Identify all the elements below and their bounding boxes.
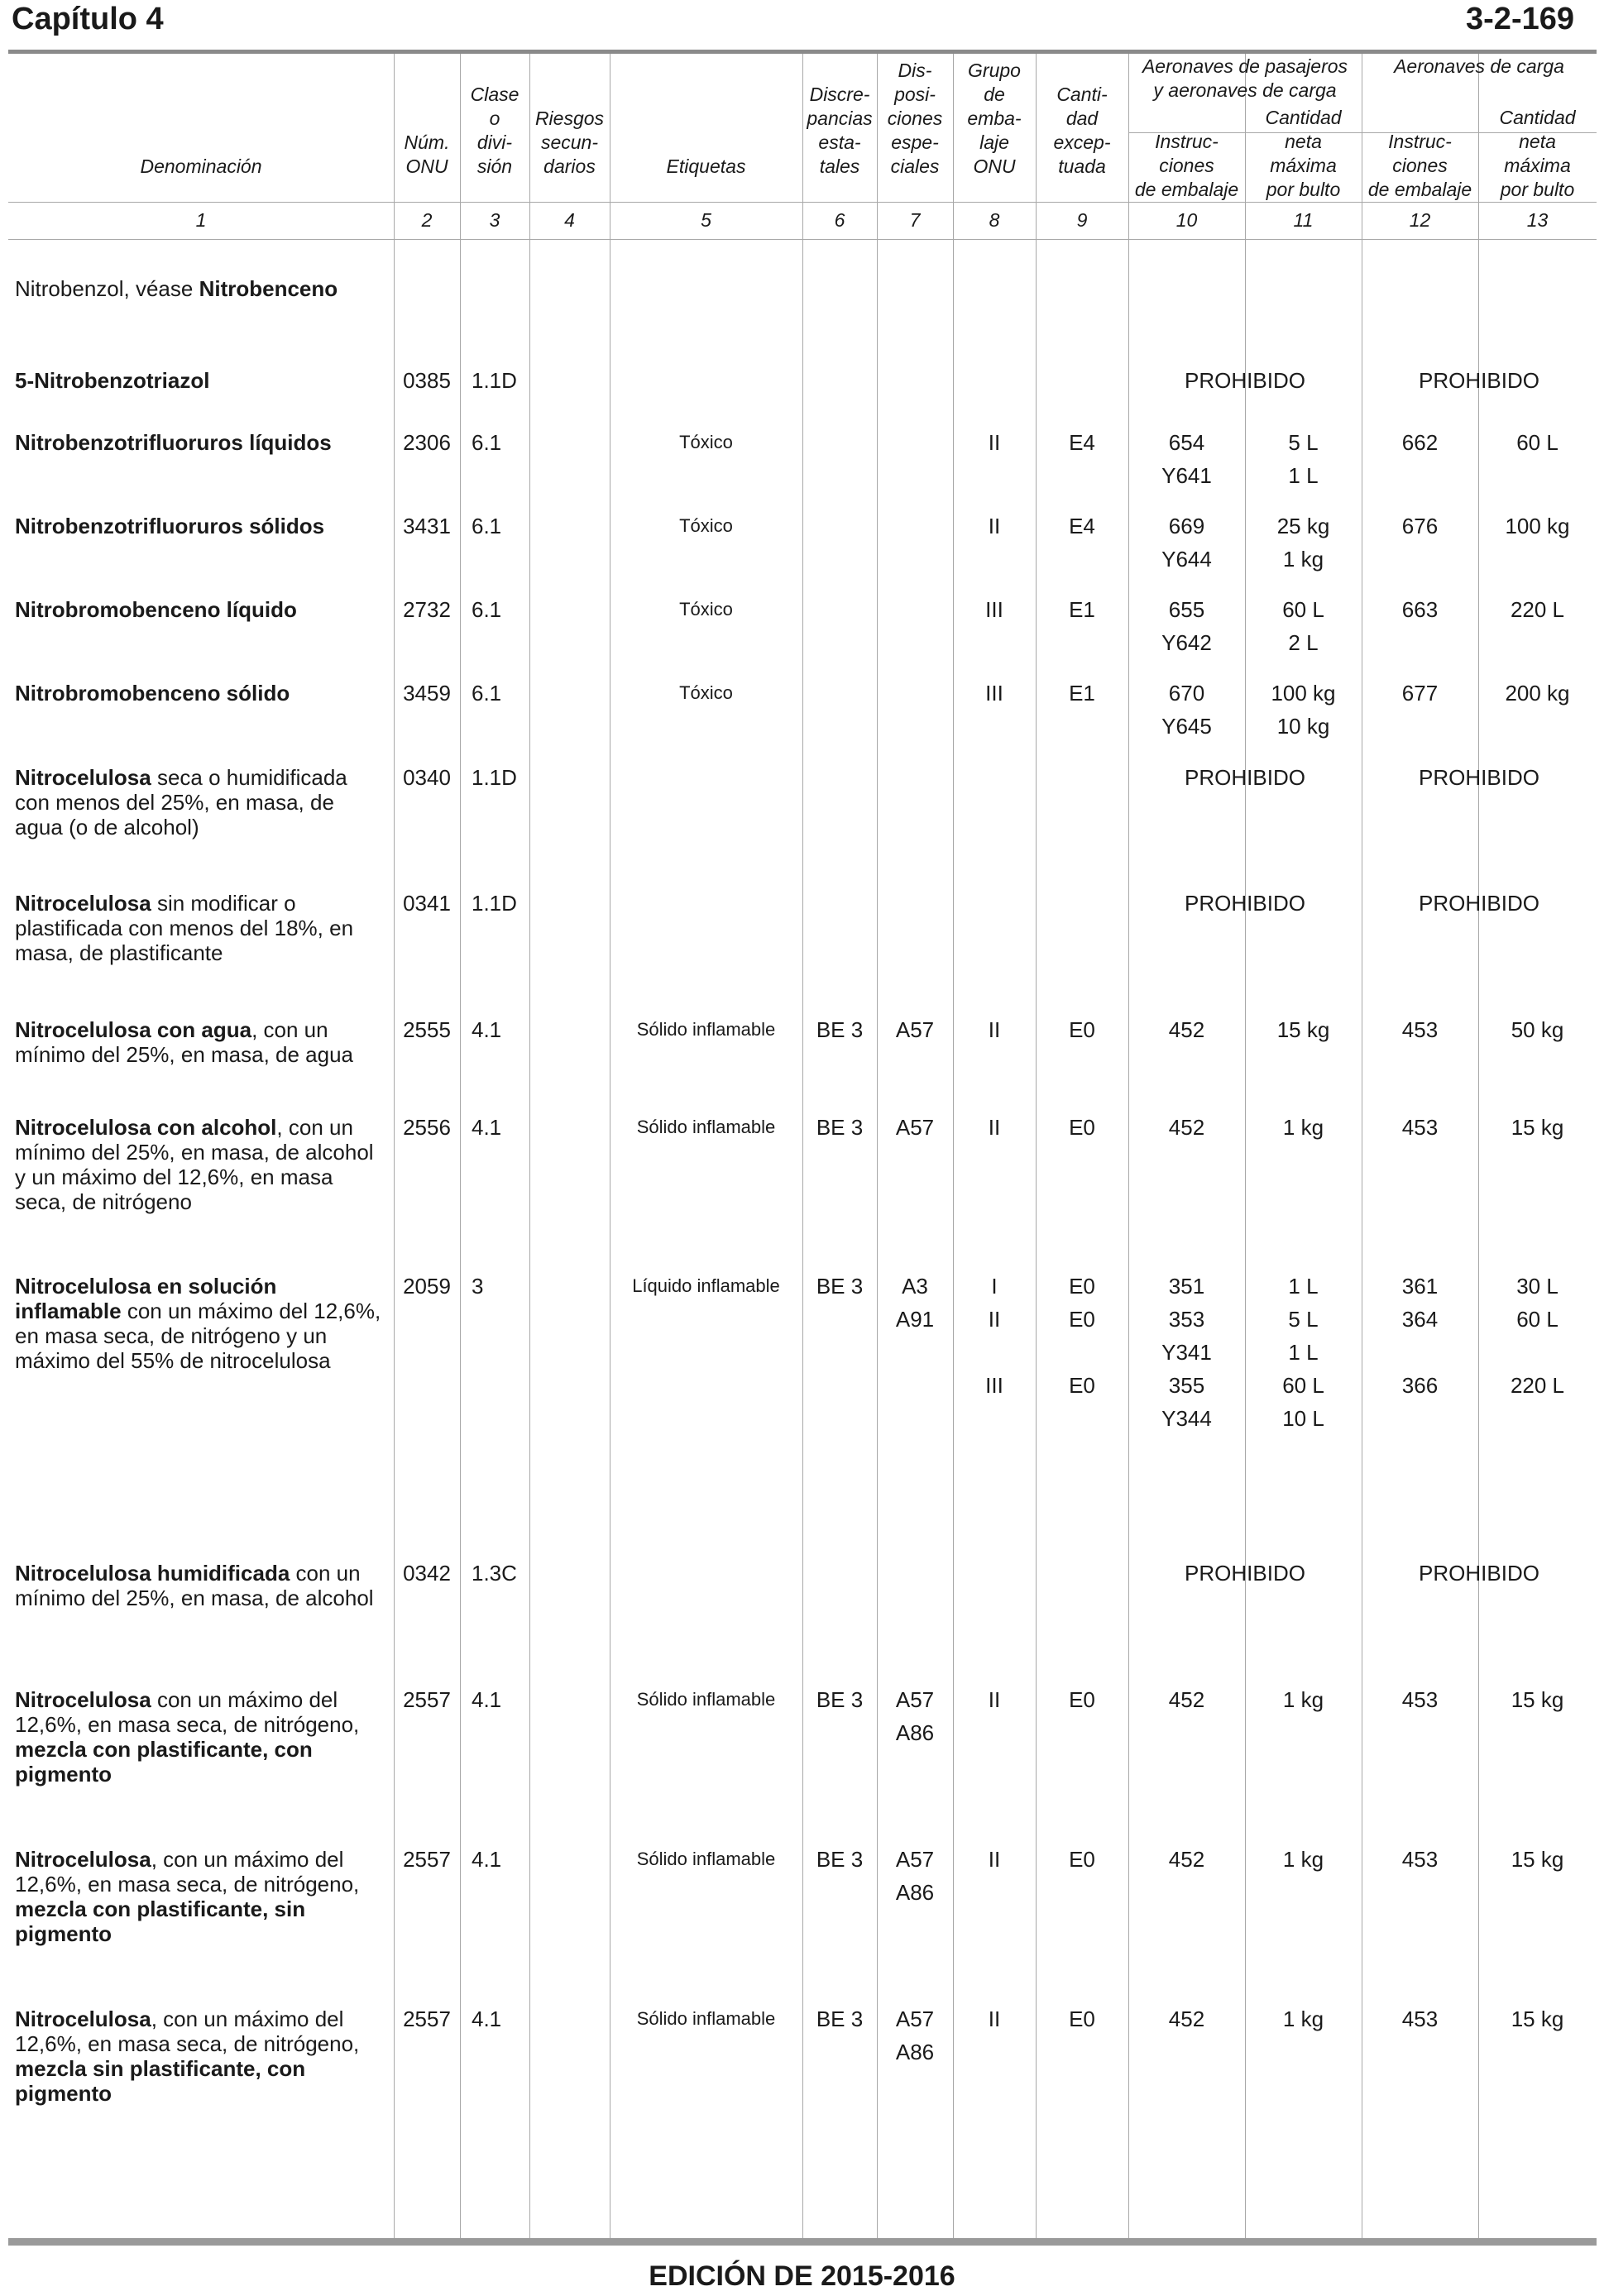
column-number: 8 [989, 209, 1000, 231]
max-net-qty-passenger: 60 L [1282, 1373, 1324, 1398]
max-net-qty-passenger: 2 L [1288, 630, 1319, 655]
max-net-qty-passenger: 5 L [1288, 430, 1319, 455]
max-net-qty-passenger: 10 L [1282, 1406, 1324, 1431]
class-division: 6.1 [472, 681, 502, 706]
denominacion-text: Nitrobenzotrifluoruros sólidos [15, 514, 325, 538]
row-denominacion [15, 1115, 387, 1214]
packing-instruction-passenger: 670 [1168, 681, 1205, 706]
header-grupo-line: de [984, 84, 1005, 105]
packing-group: II [988, 2007, 1001, 2031]
header-divider [8, 202, 1597, 203]
header-aeronaves-carga-line: Aeronaves de carga [1394, 55, 1564, 77]
excepted-quantity: E0 [1069, 1847, 1095, 1872]
packing-instruction-cargo: 361 [1401, 1274, 1439, 1299]
row-denominacion [15, 430, 387, 455]
max-net-qty-cargo: 15 kg [1511, 2007, 1564, 2031]
excepted-quantity: E0 [1069, 1373, 1095, 1398]
denominacion-text: seca o humidificada con menos del 25%, en masa, de agua (o de alcohol) [15, 765, 347, 839]
max-net-qty-passenger: 1 kg [1282, 547, 1324, 572]
row-denominacion [15, 1687, 387, 1787]
denominacion-text: mezcla sin plastificante, con pigmento [15, 2056, 306, 2106]
column-divider [460, 54, 461, 2238]
max-net-qty-passenger: 60 L [1282, 597, 1324, 622]
bottom-rule [8, 2238, 1597, 2246]
header-etiquetas [610, 155, 802, 179]
packing-instruction-cargo: 453 [1401, 1115, 1439, 1140]
max-net-qty-passenger: 15 kg [1276, 1017, 1330, 1042]
packing-instruction-passenger: 669 [1168, 514, 1205, 538]
column-number: 1 [195, 209, 207, 231]
class-division: 6.1 [472, 597, 502, 622]
header-disposiciones-line: ciales [890, 155, 940, 177]
packing-instruction-passenger: Y344 [1161, 1406, 1212, 1431]
packing-instruction-passenger: Y642 [1161, 630, 1212, 655]
class-division: 4.1 [472, 1017, 502, 1042]
max-net-qty-cargo: 100 kg [1505, 514, 1570, 538]
denominacion-text: mezcla con plastificante, sin pigmento [15, 1897, 306, 1946]
header-disposiciones-line: ciones [887, 108, 943, 129]
state-variation: BE 3 [816, 1687, 864, 1712]
denominacion-text: Nitrocelulosa humidificada [15, 1561, 290, 1586]
header-disposiciones-line: espe- [891, 132, 939, 153]
header-num-onu-line: Núm. [404, 132, 450, 153]
max-net-qty-passenger: 1 kg [1282, 1847, 1324, 1872]
chapter-title: Capítulo 4 [12, 2, 164, 36]
row-denominacion [15, 2007, 387, 2106]
denominacion-text: Nitrocelulosa con agua [15, 1017, 252, 1042]
packing-instruction-passenger: 655 [1168, 597, 1205, 622]
max-net-qty-cargo: 60 L [1516, 1307, 1559, 1332]
denominacion-text: , con un máximo del 12,6%, en masa seca, de nitrógeno, [15, 2007, 360, 2056]
header-aeronaves-pasajeros [1128, 55, 1362, 103]
hazard-label: Sólido inflamable [636, 1019, 776, 1040]
class-division: 4.1 [472, 1687, 502, 1712]
packing-instruction-cargo: 663 [1401, 597, 1439, 622]
column-number: 3 [489, 209, 500, 231]
excepted-quantity: E0 [1069, 1115, 1095, 1140]
packing-group: II [988, 1687, 1001, 1712]
hazard-label: Tóxico [679, 682, 733, 703]
packing-instruction-passenger: 353 [1168, 1307, 1205, 1332]
packing-instruction-cargo: 453 [1401, 1017, 1439, 1042]
denominacion-text: , con un mínimo del 25%, en masa, de alcohol y un máximo del 12,6%, en masa seca, de nitrógeno [15, 1115, 374, 1214]
header-clase-line: sión [476, 155, 513, 177]
special-provision: A57 [895, 1847, 935, 1872]
hazard-label: Tóxico [679, 432, 733, 452]
header-cantidad-carga [1478, 106, 1597, 202]
column-number: 7 [909, 209, 921, 231]
un-number: 0341 [403, 891, 451, 916]
denominacion-text: Nitrocelulosa [15, 2007, 151, 2031]
excepted-quantity: E0 [1069, 1687, 1095, 1712]
class-division: 4.1 [472, 1847, 502, 1872]
hazard-label: Sólido inflamable [636, 1117, 776, 1137]
header-cantidad-pasajeros-line: por bulto [1266, 179, 1341, 200]
row-denominacion [15, 681, 387, 706]
class-division: 3 [472, 1274, 484, 1299]
column-number: 2 [421, 209, 433, 231]
packing-instruction-cargo: 676 [1401, 514, 1439, 538]
max-net-qty-cargo: 15 kg [1511, 1687, 1564, 1712]
excepted-quantity: E1 [1069, 681, 1095, 706]
header-aeronaves-pasajeros-line: Aeronaves de pasajeros [1142, 55, 1348, 77]
special-provision: A3 [902, 1274, 928, 1299]
packing-instruction-passenger: Y644 [1161, 547, 1212, 572]
row-denominacion [15, 1561, 387, 1610]
header-grupo-line: emba- [967, 108, 1022, 129]
denominacion-text: Nitrocelulosa [15, 1687, 151, 1712]
packing-group: II [988, 1017, 1001, 1042]
packing-instruction-passenger: 452 [1168, 1017, 1205, 1042]
special-provision: A86 [895, 1720, 935, 1745]
packing-instruction-passenger: 452 [1168, 1847, 1205, 1872]
packing-group: II [988, 1847, 1001, 1872]
excepted-quantity: E4 [1069, 430, 1095, 455]
special-provision: A86 [895, 1880, 935, 1905]
packing-instruction-cargo: 453 [1401, 1687, 1439, 1712]
un-number: 2555 [403, 1017, 451, 1042]
class-division: 1.3C [472, 1561, 517, 1586]
prohibited-cargo: PROHIBIDO [1419, 368, 1539, 393]
un-number: 0342 [403, 1561, 451, 1586]
class-division: 1.1D [472, 765, 517, 790]
max-net-qty-passenger: 1 kg [1282, 1115, 1324, 1140]
header-num-onu [394, 131, 460, 179]
packing-instruction-passenger: Y341 [1161, 1340, 1212, 1365]
state-variation: BE 3 [816, 1115, 864, 1140]
denominacion-text: 5-Nitrobenzotriazol [15, 368, 210, 393]
header-discrepancias-line: tales [819, 155, 860, 177]
un-number: 2732 [403, 597, 451, 622]
header-riesgos-line: secun- [540, 132, 599, 153]
packing-instruction-passenger: Y641 [1161, 463, 1212, 488]
special-provision: A91 [895, 1307, 935, 1332]
un-number: 2556 [403, 1115, 451, 1140]
special-provision: A57 [895, 1017, 935, 1042]
max-net-qty-passenger: 1 kg [1282, 2007, 1324, 2031]
hazard-label: Tóxico [679, 599, 733, 619]
header-cantidad-pasajeros-line: Cantidad [1265, 107, 1342, 128]
header-cantidad-exceptuada-line: dad [1065, 108, 1099, 129]
packing-instruction-cargo: 662 [1401, 430, 1439, 455]
prohibited-cargo: PROHIBIDO [1419, 891, 1539, 916]
denominacion-text: Nitrocelulosa [15, 1847, 151, 1872]
header-instrucciones-pasajeros-line: Instruc- [1155, 131, 1219, 152]
column-number: 4 [564, 209, 575, 231]
special-provision: A57 [895, 1115, 935, 1140]
max-net-qty-cargo: 15 kg [1511, 1115, 1564, 1140]
column-numbers-divider [8, 239, 1597, 240]
denominacion-text: Nitrocelulosa [15, 765, 151, 790]
denominacion-text: , con un máximo del 12,6%, en masa seca, de nitrógeno, [15, 1847, 360, 1897]
packing-instruction-passenger: 452 [1168, 1687, 1205, 1712]
un-number: 2059 [403, 1274, 451, 1299]
header-instrucciones-pasajeros-line: de embalaje [1134, 179, 1239, 200]
header-cantidad-pasajeros [1245, 106, 1362, 202]
max-net-qty-cargo: 220 L [1510, 597, 1565, 622]
denominacion-text: con un máximo del 12,6%, en masa seca, de nitrógeno y un máximo del 55% de nitrocelulosa [15, 1299, 381, 1373]
denominacion-text: con un máximo del 12,6%, en masa seca, de nitrógeno, [15, 1687, 360, 1737]
prohibited-passenger: PROHIBIDO [1185, 368, 1305, 393]
header-discrepancias-line: pancias [807, 108, 873, 129]
column-number: 12 [1409, 209, 1431, 231]
header-cantidad-pasajeros-line: máxima [1270, 155, 1337, 176]
prohibited-passenger: PROHIBIDO [1185, 1561, 1305, 1586]
hazard-label: Sólido inflamable [636, 1689, 776, 1710]
un-number: 0340 [403, 765, 451, 790]
header-discrepancias [802, 83, 877, 179]
header-riesgos-line: darios [543, 155, 596, 177]
hazard-label: Sólido inflamable [636, 1849, 776, 1869]
column-divider [802, 54, 803, 2238]
excepted-quantity: E0 [1069, 1017, 1095, 1042]
column-divider [529, 54, 530, 2238]
denominacion-text: Nitrobenzol, véase [15, 276, 199, 301]
class-division: 4.1 [472, 1115, 502, 1140]
un-number: 3431 [403, 514, 451, 538]
header-cantidad-pasajeros-line: neta [1285, 131, 1322, 152]
header-aeronaves-carga [1362, 55, 1597, 79]
max-net-qty-passenger: 100 kg [1271, 681, 1336, 706]
max-net-qty-cargo: 15 kg [1511, 1847, 1564, 1872]
edition-footer: EDICIÓN DE 2015-2016 [649, 2260, 955, 2292]
header-instrucciones-pasajeros [1128, 130, 1245, 202]
header-clase-line: Clase [470, 84, 520, 105]
max-net-qty-passenger: 1 L [1288, 463, 1319, 488]
packing-group: III [985, 597, 1003, 622]
header-instrucciones-pasajeros-line: ciones [1159, 155, 1214, 176]
special-provision: A57 [895, 1687, 935, 1712]
header-disposiciones [877, 59, 953, 179]
header-aeronaves-pasajeros-line: y aeronaves de carga [1153, 79, 1337, 101]
packing-instruction-cargo: 677 [1401, 681, 1439, 706]
header-denominacion [8, 155, 394, 179]
denominacion-text: Nitrobenzotrifluoruros líquidos [15, 430, 332, 455]
packing-group: II [988, 1115, 1001, 1140]
column-number: 11 [1293, 209, 1314, 231]
un-number: 2557 [403, 2007, 451, 2031]
prohibited-cargo: PROHIBIDO [1419, 1561, 1539, 1586]
excepted-quantity: E4 [1069, 514, 1095, 538]
header-disposiciones-line: Dis- [898, 60, 932, 81]
column-divider [953, 54, 954, 2238]
header-instrucciones-carga [1362, 130, 1478, 202]
denominacion-text: Nitrocelulosa con alcohol [15, 1115, 277, 1140]
max-net-qty-passenger: 5 L [1288, 1307, 1319, 1332]
packing-instruction-passenger: 355 [1168, 1373, 1205, 1398]
max-net-qty-passenger: 1 L [1288, 1340, 1319, 1365]
denominacion-text: sin modificar o plastificada con menos del 18%, en masa, de plastificante [15, 891, 354, 965]
denominacion-text: Nitrocelulosa [15, 891, 151, 916]
special-provision: A57 [895, 2007, 935, 2031]
packing-instruction-cargo: 366 [1401, 1373, 1439, 1398]
un-number: 2557 [403, 1687, 451, 1712]
header-clase-line: o [489, 108, 500, 129]
hazard-label: Tóxico [679, 515, 733, 536]
prohibited-passenger: PROHIBIDO [1185, 891, 1305, 916]
hazard-label: Sólido inflamable [636, 2008, 776, 2029]
header-denominacion-line: Denominación [140, 155, 262, 177]
class-division: 6.1 [472, 514, 502, 538]
header-riesgos-line: Riesgos [534, 108, 605, 129]
column-number: 13 [1526, 209, 1549, 231]
max-net-qty-passenger: 10 kg [1276, 714, 1330, 739]
row-denominacion [15, 368, 387, 393]
header-cantidad-carga-line: neta [1519, 131, 1556, 152]
header-instrucciones-carga-line: de embalaje [1367, 179, 1472, 200]
row-denominacion [15, 1274, 387, 1373]
header-disposiciones-line: posi- [894, 84, 936, 105]
page-number: 3-2-169 [1466, 2, 1574, 36]
row-denominacion [15, 514, 387, 538]
packing-group: II [988, 1307, 1001, 1332]
max-net-qty-cargo: 50 kg [1511, 1017, 1564, 1042]
packing-instruction-passenger: 452 [1168, 2007, 1205, 2031]
excepted-quantity: E0 [1069, 1307, 1095, 1332]
max-net-qty-cargo: 220 L [1510, 1373, 1565, 1398]
row-denominacion [15, 1017, 387, 1067]
class-division: 1.1D [472, 368, 517, 393]
header-discrepancias-line: Discre- [809, 84, 870, 105]
denominacion-text: , con un mínimo del 25%, en masa, de agua [15, 1017, 354, 1067]
packing-instruction-passenger: 452 [1168, 1115, 1205, 1140]
prohibited-passenger: PROHIBIDO [1185, 765, 1305, 790]
header-instrucciones-carga-line: Instruc- [1388, 131, 1452, 152]
denominacion-text: Nitrocelulosa en solución inflamable [15, 1274, 277, 1323]
header-cantidad-carga-line: máxima [1504, 155, 1571, 176]
excepted-quantity: E0 [1069, 1274, 1095, 1299]
column-number: 5 [701, 209, 711, 231]
max-net-qty-passenger: 1 kg [1282, 1687, 1324, 1712]
packing-group: II [988, 514, 1001, 538]
row-denominacion [15, 765, 387, 839]
packing-group: I [991, 1274, 998, 1299]
un-number: 2557 [403, 1847, 451, 1872]
row-denominacion [15, 276, 387, 301]
prohibited-cargo: PROHIBIDO [1419, 765, 1539, 790]
un-number: 2306 [403, 430, 451, 455]
header-num-onu-line: ONU [405, 155, 448, 177]
column-divider [877, 54, 878, 2238]
un-number: 0385 [403, 368, 451, 393]
header-cantidad-exceptuada [1036, 83, 1128, 179]
denominacion-text: Nitrobromobenceno sólido [15, 681, 290, 706]
header-cantidad-exceptuada-line: tuada [1058, 155, 1106, 177]
max-net-qty-passenger: 1 L [1288, 1274, 1319, 1299]
header-grupo [953, 59, 1036, 179]
header-cantidad-exceptuada-line: excep- [1053, 132, 1111, 153]
header-instrucciones-carga-line: ciones [1392, 155, 1448, 176]
column-number: 10 [1175, 209, 1198, 231]
class-division: 1.1D [472, 891, 517, 916]
row-denominacion [15, 597, 387, 622]
packing-group: III [985, 681, 1003, 706]
state-variation: BE 3 [816, 1274, 864, 1299]
column-number: 6 [834, 209, 845, 231]
header-cantidad-carga-line: Cantidad [1499, 107, 1576, 128]
packing-instruction-passenger: 351 [1168, 1274, 1205, 1299]
special-provision: A86 [895, 2040, 935, 2064]
row-denominacion [15, 891, 387, 965]
packing-group: III [985, 1373, 1003, 1398]
state-variation: BE 3 [816, 2007, 864, 2031]
max-net-qty-cargo: 60 L [1516, 430, 1559, 455]
row-denominacion [15, 1847, 387, 1946]
header-riesgos [529, 107, 610, 179]
class-division: 4.1 [472, 2007, 502, 2031]
header-grupo-line: Grupo [968, 60, 1021, 81]
header-grupo-line: laje [979, 132, 1009, 153]
packing-instruction-passenger: Y645 [1161, 714, 1212, 739]
packing-instruction-cargo: 364 [1401, 1307, 1439, 1332]
header-etiquetas-line: Etiquetas [666, 155, 746, 177]
max-net-qty-cargo: 30 L [1516, 1274, 1559, 1299]
denominacion-text: Nitrobenceno [199, 276, 338, 301]
header-discrepancias-line: esta- [818, 132, 861, 153]
header-cantidad-carga-line: por bulto [1500, 179, 1575, 200]
max-net-qty-cargo: 200 kg [1505, 681, 1570, 706]
header-grupo-line: ONU [973, 155, 1016, 177]
packing-instruction-cargo: 453 [1401, 2007, 1439, 2031]
header-clase [460, 83, 529, 179]
max-net-qty-passenger: 25 kg [1276, 514, 1330, 538]
packing-group: II [988, 430, 1001, 455]
header-clase-line: divi- [476, 132, 513, 153]
state-variation: BE 3 [816, 1017, 864, 1042]
class-division: 6.1 [472, 430, 502, 455]
packing-instruction-passenger: 654 [1168, 430, 1205, 455]
column-number: 9 [1076, 209, 1088, 231]
header-cantidad-exceptuada-line: Canti- [1056, 84, 1108, 105]
un-number: 3459 [403, 681, 451, 706]
hazard-label: Líquido inflamable [632, 1275, 780, 1296]
denominacion-text: Nitrobromobenceno líquido [15, 597, 297, 622]
column-divider [1036, 54, 1037, 2238]
excepted-quantity: E0 [1069, 2007, 1095, 2031]
packing-instruction-cargo: 453 [1401, 1847, 1439, 1872]
denominacion-text: con un mínimo del 25%, en masa, de alcohol [15, 1561, 374, 1610]
denominacion-text: mezcla con plastificante, con pigmento [15, 1737, 313, 1787]
state-variation: BE 3 [816, 1847, 864, 1872]
excepted-quantity: E1 [1069, 597, 1095, 622]
